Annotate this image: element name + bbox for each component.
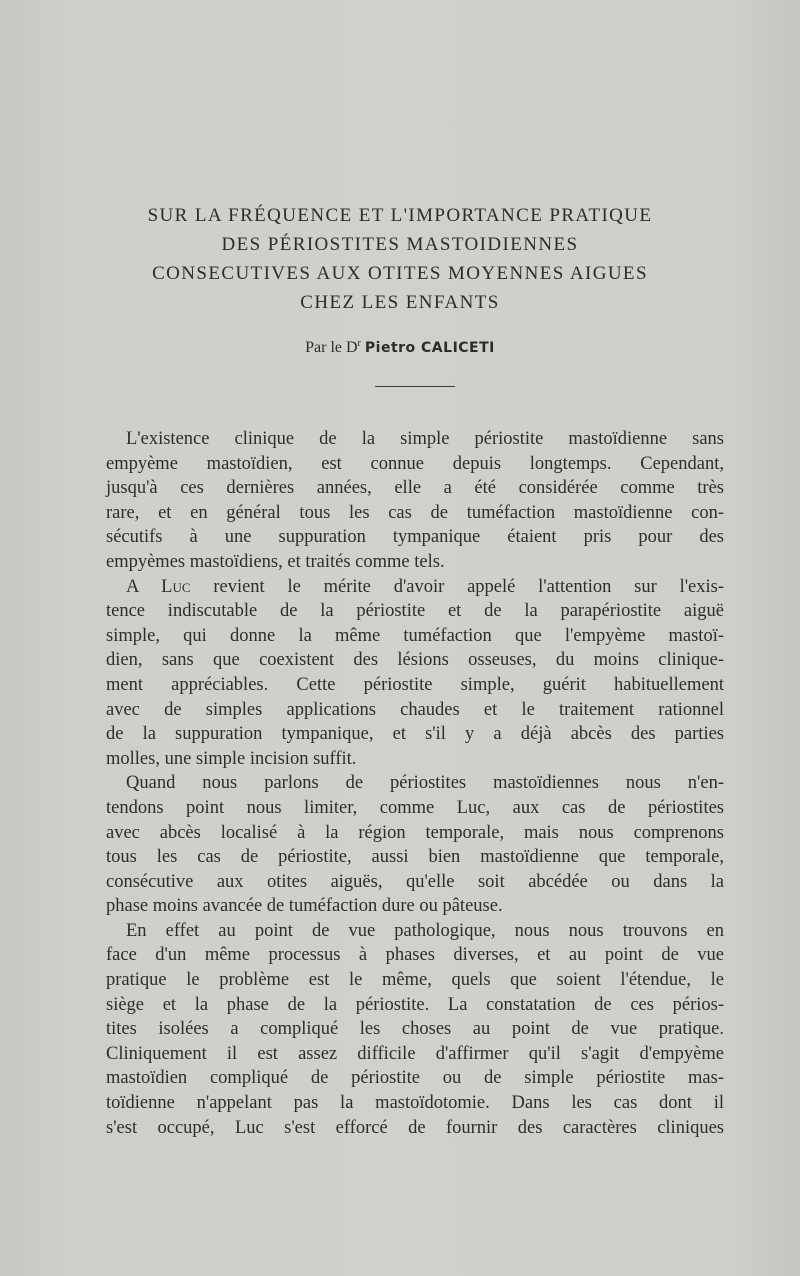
body-line: tendons point nous limiter, comme Luc, aux cas de périostites: [106, 797, 724, 818]
body-line: s'est occupé, Luc s'est efforcé de fournir des caractères cliniques: [106, 1117, 724, 1138]
article-body: [106, 427, 724, 1140]
body-line-start: A: [126, 576, 139, 597]
body-line: tous les cas de périostite, aussi bien mastoïdienne que temporale,: [106, 847, 724, 868]
article-title: [0, 201, 800, 317]
body-line: siège et la phase de la périostite. La constatation de ces périos-: [106, 994, 724, 1015]
body-line: avec abcès localisé à la région temporale, mais nous comprenons: [106, 822, 724, 843]
body-line: empyèmes mastoïdiens, et traités comme tels.: [106, 551, 445, 572]
body-line: avec de simples applications chaudes et le traitement rationnel: [106, 699, 724, 720]
title-line-3: CONSECUTIVES AUX OTITES MOYENNES AIGUES: [152, 263, 648, 284]
body-line: molles, une simple incision suffit.: [106, 748, 357, 769]
body-line: rare, et en général tous les cas de tuméfaction mastoïdienne con-: [106, 502, 724, 523]
body-line: sécutifs à une suppuration tympanique étaient pris pour des: [106, 527, 724, 548]
body-line: consécutive aux otites aiguës, qu'elle soit abcédée ou dans la: [106, 871, 724, 892]
body-line: Cliniquement il est assez difficile d'affirmer qu'il s'agit d'empyème: [106, 1043, 724, 1064]
body-line-composite: [106, 575, 724, 600]
body-line: simple, qui donne la même tuméfaction que l'empyème mastoï-: [106, 625, 724, 646]
byline-superscript: r: [357, 338, 361, 349]
body-line: phase moins avancée de tuméfaction dure ou pâteuse.: [106, 896, 503, 917]
body-line: de la suppuration tympanique, et s'il y a déjà abcès des parties: [106, 724, 724, 745]
byline-prefix: Par le D: [305, 339, 358, 356]
body-line: ment appréciables. Cette périostite simple, guérit habituellement: [106, 674, 724, 695]
cited-author-luc: Luc: [161, 576, 191, 597]
body-line: tence indiscutable de la périostite et de la parapériostite aiguë: [106, 601, 724, 622]
body-line: jusqu'à ces dernières années, elle a été considérée comme très: [106, 478, 724, 499]
body-line: L'existence clinique de la simple périostite mastoïdienne sans: [126, 429, 724, 449]
body-line: toïdienne n'appelant pas la mastoïdotomie. Dans les cas dont il: [106, 1093, 724, 1114]
title-line-1: SUR LA FRÉQUENCE ET L'IMPORTANCE PRATIQUE: [147, 205, 653, 226]
title-line-2: DES PÉRIOSTITES MASTOIDIENNES: [221, 234, 579, 255]
body-line: tites isolées a compliqué les choses au point de vue pratique.: [106, 1019, 724, 1040]
body-line-rest: revient le mérite d'avoir appelé l'attention sur l'exis-: [190, 576, 725, 597]
body-line: pratique le problème est le même, quels que soient l'étendue, le: [106, 970, 724, 991]
body-line: mastoïdien compliqué de périostite ou de simple périostite mas-: [106, 1068, 724, 1089]
byline: [0, 338, 800, 357]
body-line: Quand nous parlons de périostites mastoïdiennes nous n'en-: [126, 773, 724, 794]
body-line: empyème mastoïdien, est connue depuis longtemps. Cependant,: [106, 453, 724, 474]
body-line: En effet au point de vue pathologique, nous nous trouvons en: [126, 920, 724, 941]
body-line: face d'un même processus à phases diverses, et au point de vue: [106, 945, 724, 966]
author-name: Pietro CALICETI: [364, 340, 495, 356]
title-separator-rule: [375, 386, 455, 387]
body-line: dien, sans que coexistent des lésions osseuses, du moins clinique-: [106, 650, 724, 671]
title-line-4: CHEZ LES ENFANTS: [300, 292, 500, 313]
